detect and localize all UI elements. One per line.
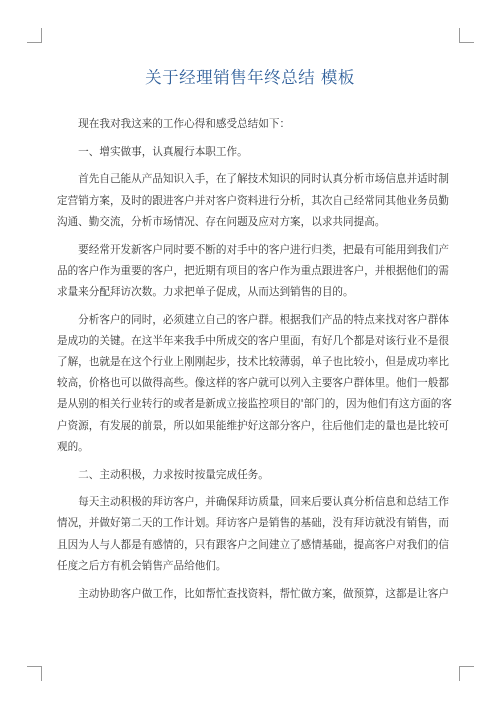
crop-mark-bottom-right	[459, 666, 474, 681]
paragraph-line: 了解，也就是在这个行业上刚刚起步，技术比较薄弱，单子也比较小，但是成功率比	[57, 356, 449, 369]
document-title: 关于经理销售年终总结 模板	[145, 68, 355, 87]
paragraph-line: 且因为人与人都是有感情的，只有跟客户之间建立了感情基础，提高客户对我们的信	[57, 538, 449, 551]
crop-mark-bottom-left	[27, 666, 42, 681]
paragraph	[57, 240, 449, 304]
paragraph-line: 是成功的关键。在这半年来我手中所成交的客户里面，有好几个都是对该行业不是很	[57, 334, 449, 347]
paragraph-line: 较高，价格也可以做得高些。像这样的客户就可以列入主要客户群体里。他们一般都	[57, 377, 449, 390]
paragraph-line: 情况，并做好第二天的工作计划。拜访客户是销售的基础，没有拜访就没有销售，而	[57, 517, 449, 530]
paragraph-line: 沟通、勤交流，分析市场情况、存在问题及应对方案，以求共同提高。	[57, 215, 386, 228]
crop-mark-top-right	[459, 28, 474, 43]
paragraph	[57, 142, 440, 163]
paragraph-line: 观的。	[57, 440, 89, 453]
paragraph	[57, 465, 440, 486]
paragraph-line: 求量来分配拜访次数。力求把单子促成，从而达到销售的目的。	[57, 285, 354, 298]
paragraph-line: 定营销方案，及时的跟进客户并对客户资料进行分析，其次自己经常同其他业务员勤	[57, 194, 449, 207]
paragraph-line: 户资源，有发展的前景，所以如果能维护好这部分客户，往后他们走的量也是比较可	[57, 419, 449, 432]
paragraph	[57, 169, 449, 233]
paragraph-line: 是从别的相关行业转行的或者是新成立接监控项目的'部门的，因为他们有这方面的客	[57, 398, 452, 411]
paragraph-line: 品的客户作为重要的客户，把近期有项目的客户作为重点跟进客户，并根据他们的需	[57, 264, 449, 277]
paragraph-line: 一、增实做事，认真履行本职工作。	[57, 145, 248, 158]
paragraph	[57, 114, 440, 135]
paragraph-line: 每天主动积极的拜访客户，并确保拜访质量，回来后要认真分析信息和总结工作	[57, 496, 449, 509]
paragraph-line: 主动协助客户做工作，比如帮忙查找资料，帮忙做方案，做预算，这都是让客户	[57, 587, 449, 600]
paragraph	[57, 310, 452, 458]
paragraph-line: 二、主动积极，力求按时按量完成任务。	[57, 468, 269, 481]
crop-mark-top-left	[27, 28, 42, 43]
paragraph-line: 任度之后方有机会销售产品给他们。	[57, 559, 227, 572]
paragraph-line: 分析客户的同时，必须建立自己的客户群。根据我们产品的特点来找对客户群体	[57, 313, 449, 326]
document-body	[57, 114, 452, 605]
paragraph-line: 首先自己能从产品知识入手，在了解技术知识的同时认真分析市场信息并适时制	[57, 173, 449, 186]
paragraph	[57, 492, 449, 577]
paragraph-line: 要经常开发新客户同时要不断的对手中的客户进行归类，把最有可能用到我们产	[57, 243, 449, 256]
paragraph	[57, 584, 449, 605]
paragraph-line: 现在我对我这来的工作心得和感受总结如下：	[57, 118, 291, 130]
